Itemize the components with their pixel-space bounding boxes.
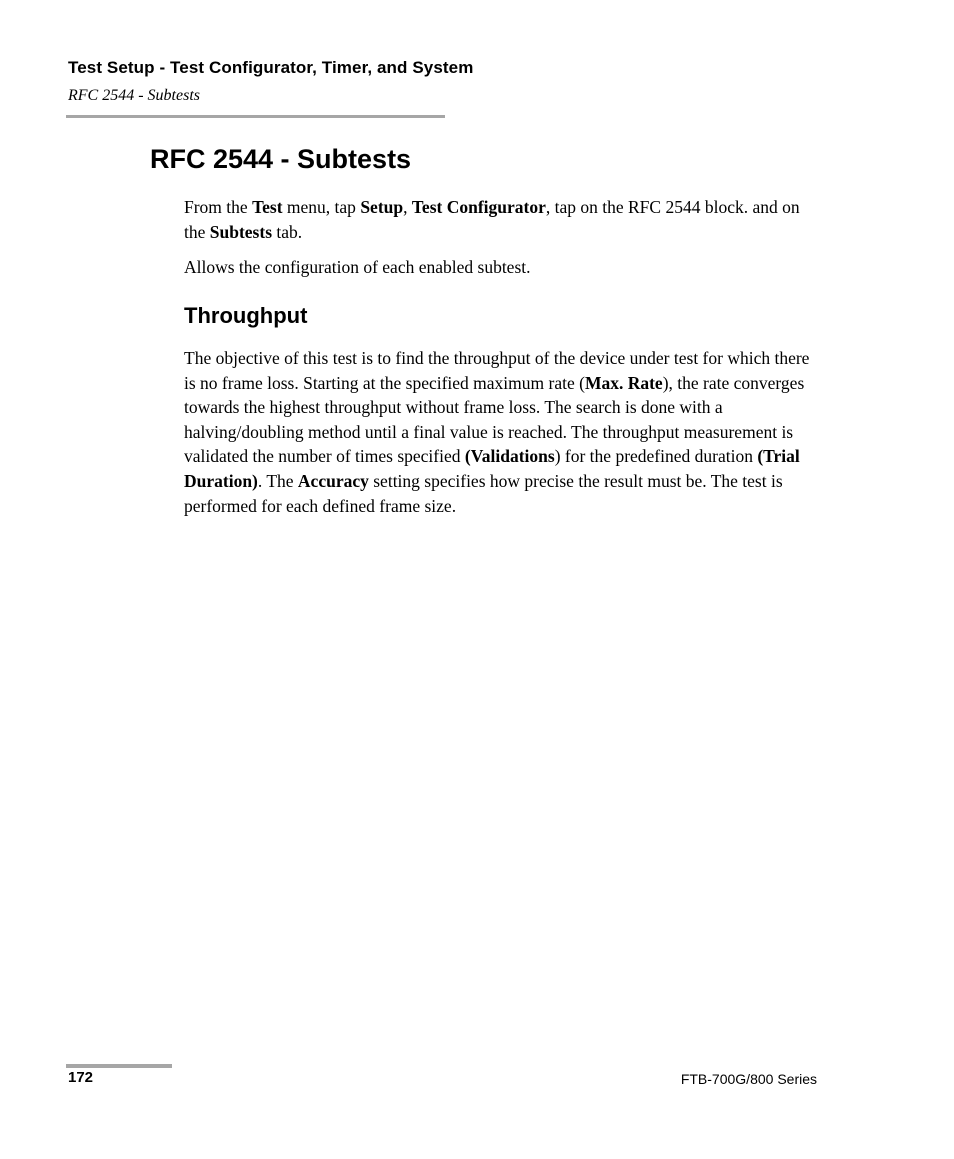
intro-bold-test-configurator: Test Configurator (411, 197, 546, 217)
intro-text-3: , (403, 197, 412, 217)
subsection-title: Throughput (184, 303, 308, 328)
body-bold-trial-duration: (Trial Duration) (184, 446, 800, 491)
intro-bold-test: Test (252, 197, 283, 217)
throughput-paragraph (184, 346, 824, 518)
body-text-3: ) for the predefined duration (554, 446, 758, 467)
intro-text-1: From the (184, 197, 253, 217)
description-paragraph: Allows the configuration of each enabled subtest. (184, 257, 531, 277)
intro-bold-subtests: Subtests (209, 221, 273, 242)
product-name: FTB-700G/800 Series (680, 1071, 817, 1087)
body-text-1: The objective of this test is to find the throughput of the device under test for which there is no frame loss. Starting at the specified maximum rate ( (184, 348, 810, 393)
intro-text-4: , tap on the RFC 2544 block. and on the (184, 197, 800, 242)
section-title: RFC 2544 - Subtests (150, 144, 412, 174)
intro-text-2: menu, tap (282, 197, 361, 217)
running-subtitle: RFC 2544 - Subtests (68, 87, 200, 104)
body-text-4: . The (257, 470, 298, 491)
intro-paragraph (184, 195, 824, 244)
footer-divider (66, 1064, 172, 1068)
body-text-2: ), the rate converges towards the highest throughput without frame loss. The search is done with a halving/doubling method until a final value is reached. The throughput measurement is validated the number of times specified (184, 372, 805, 467)
body-bold-accuracy: Accuracy (297, 470, 369, 491)
intro-text-5: tab. (272, 221, 303, 242)
body-bold-validations: (Validations (464, 446, 555, 467)
running-title: Test Setup - Test Configurator, Timer, and System (68, 58, 474, 77)
intro-bold-setup: Setup (360, 197, 404, 217)
header-divider (66, 115, 445, 118)
body-text-5: setting specifies how precise the result must be. The test is performed for each defined frame size. (184, 470, 783, 516)
body-bold-max-rate: Max. Rate (584, 372, 663, 393)
page-number: 172 (68, 1069, 94, 1086)
